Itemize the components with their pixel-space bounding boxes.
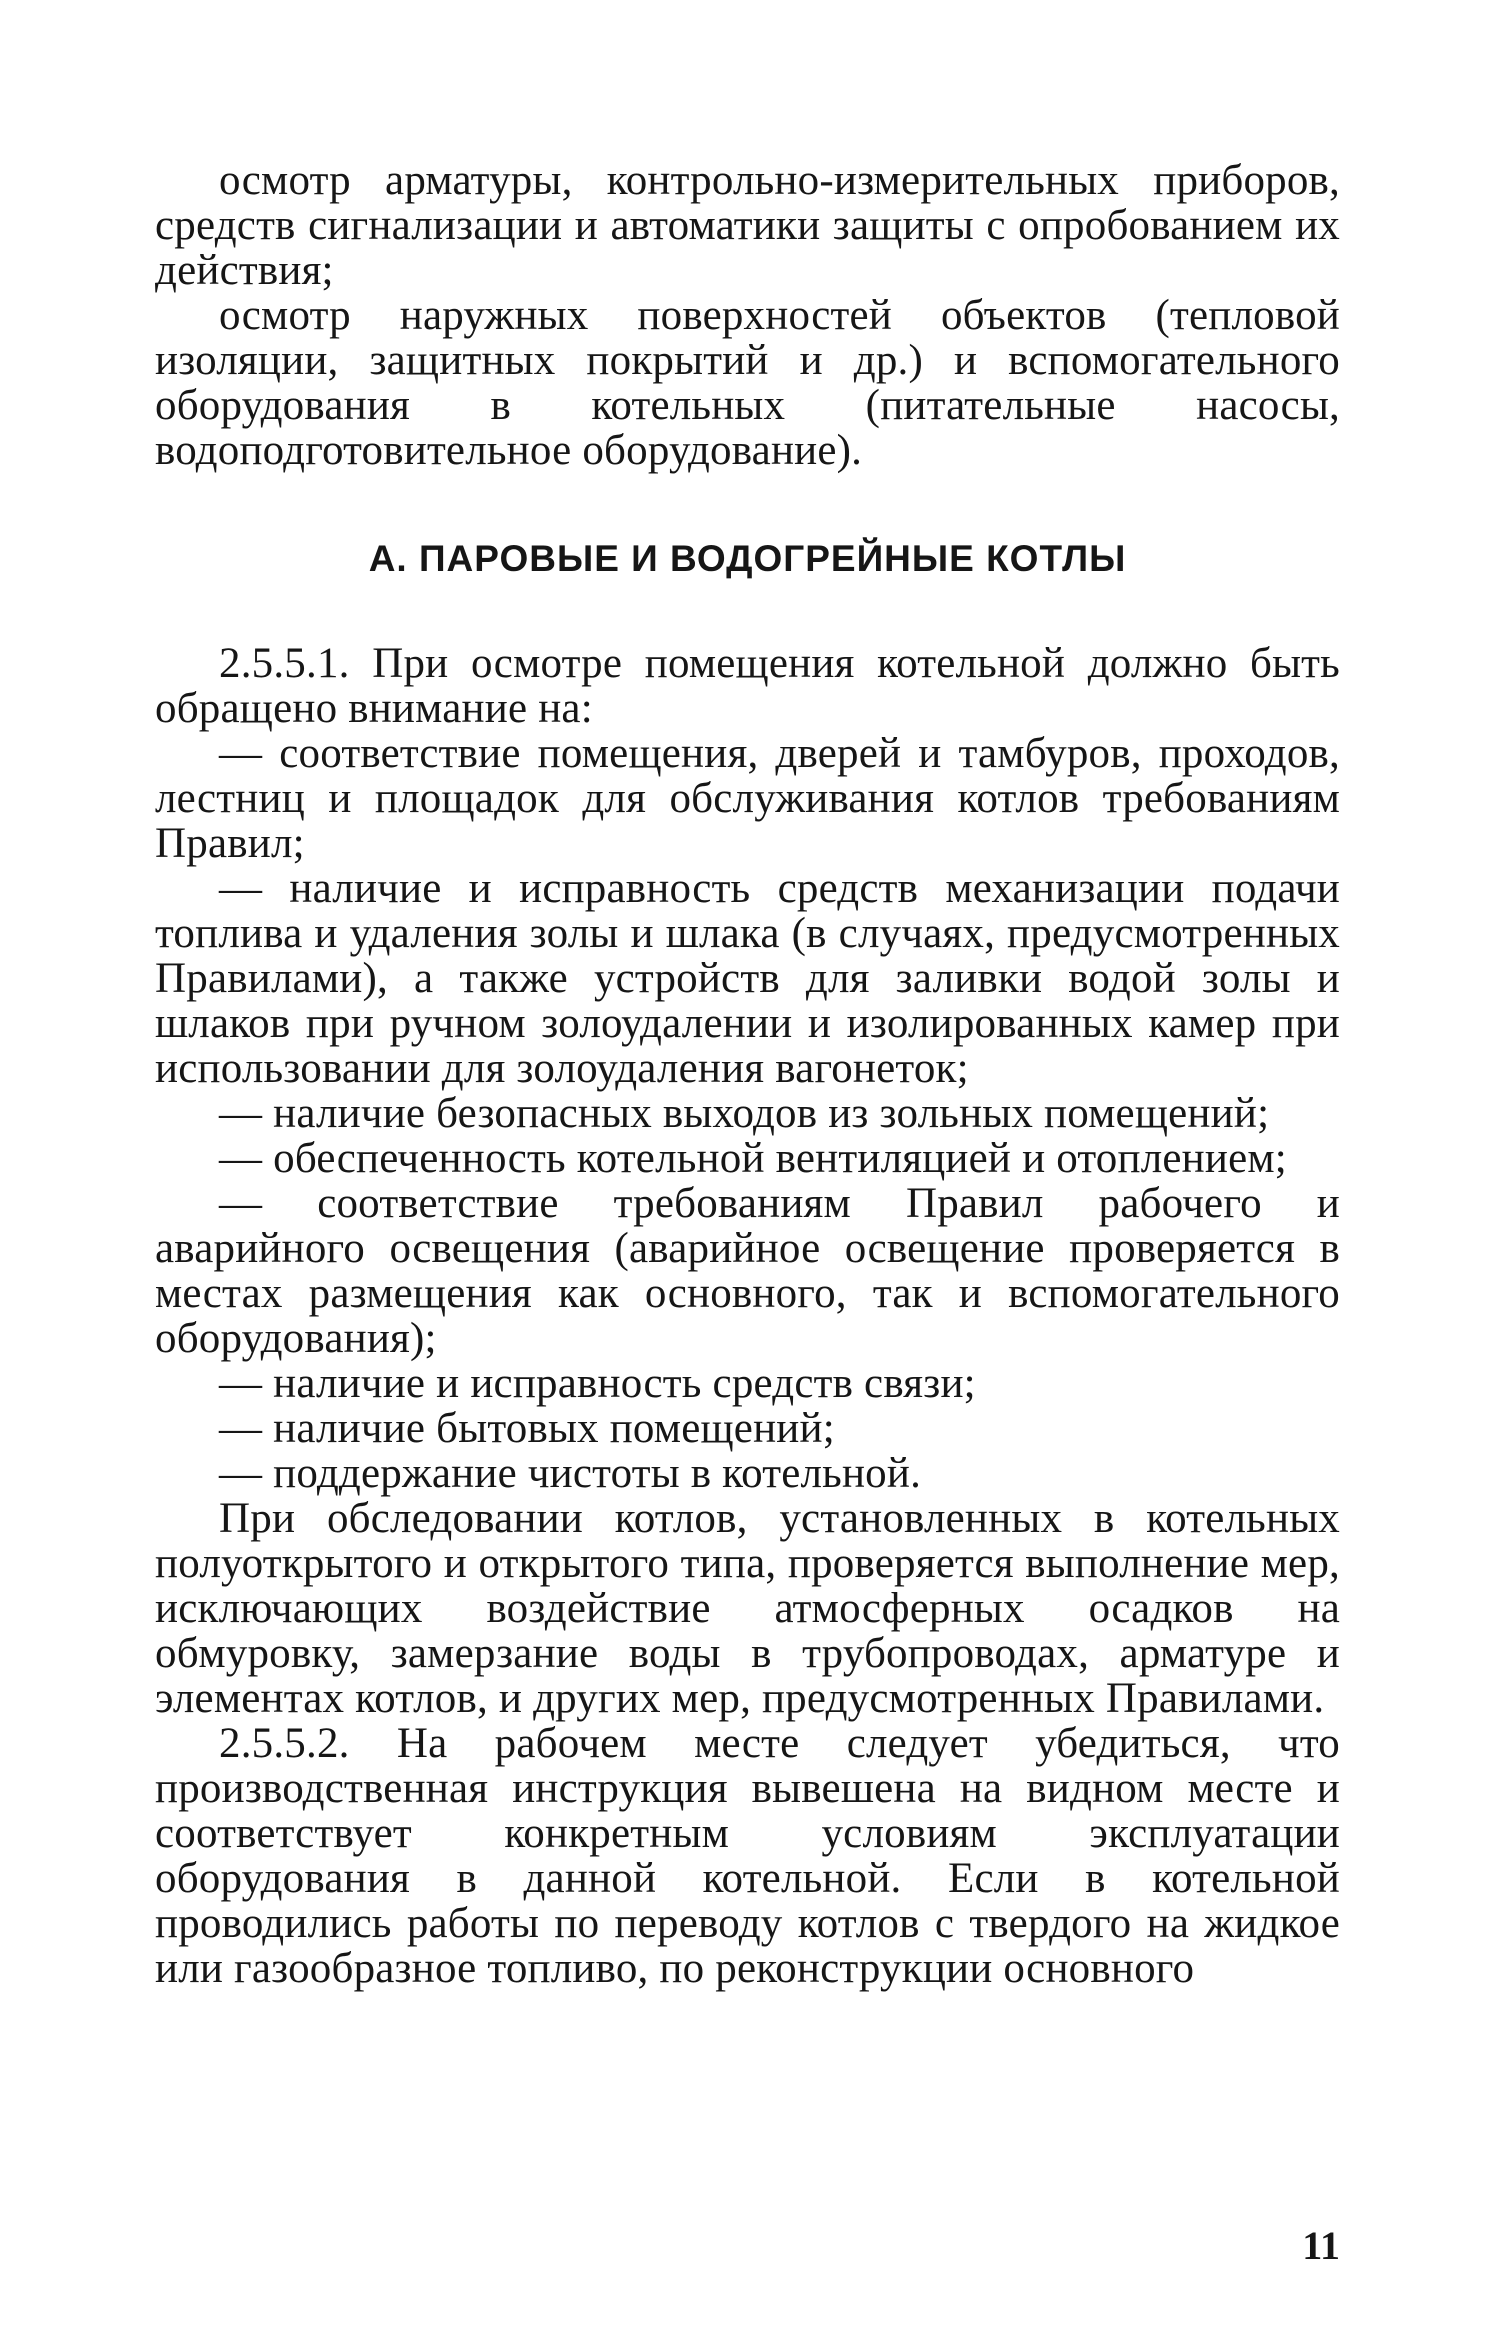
outdoor-boilers-paragraph: При обследовании котлов, установленных в котельных полуоткрытого и открытого типа, проверяется выполнение мер, исключающих воздействие атмосферных осадков на обмуровку, замерзание воды в трубопроводах, арматуре и элементах котлов, и других мер, предусмотренных Правилами. xyxy=(155,1495,1340,1722)
list-item-ventilation: — обеспеченность котельной вентиляцией и отоплением; xyxy=(219,1135,1287,1182)
list-item-safe-exits: — наличие безопасных выходов из зольных помещений; xyxy=(219,1090,1270,1137)
list-item-communication: — наличие и исправность средств связи; xyxy=(219,1360,976,1407)
list-item-lighting: — соответствие требованиям Правил рабочего и аварийного освещения (аварийное освещение проверяется в местах размещения как основного, так и вспомогательного оборудования); xyxy=(155,1180,1340,1362)
section-heading: А. ПАРОВЫЕ И ВОДОГРЕЙНЫЕ КОТЛЫ xyxy=(368,538,1127,579)
list-item-cleanliness: — поддержание чистоты в котельной. xyxy=(219,1450,922,1497)
intro-paragraph-1: осмотр арматуры, контрольно-измерительных приборов, средств сигнализации и автоматики защиты с опробованием их действия; xyxy=(155,157,1340,294)
intro-paragraph-2: осмотр наружных поверхностей объектов (тепловой изоляции, защитных покрытий и др.) и вспомогательного оборудования в котельных (питательные насосы, водоподготовительное оборудование). xyxy=(155,292,1340,474)
list-item-mechanization: — наличие и исправность средств механизации подачи топлива и удаления золы и шлака (в случаях, предусмотренных Правилами), а также устройств для заливки водой золы и шлаков при ручном золоудалении и изолированных камер при использовании для золоудаления вагонеток; xyxy=(155,865,1340,1092)
clause-2-5-5-2: 2.5.5.2. На рабочем месте следует убедиться, что производственная инструкция вывешена на видном месте и соответствует конкретным условиям эксплуатации оборудования в данной котельной. Если в котельной проводились работы по переводу котлов с твердого на жидкое или газообразное топливо, по реконструкции основного xyxy=(155,1720,1340,1992)
page-body xyxy=(155,158,1340,1991)
page-number: 11 xyxy=(1302,2223,1340,2268)
list-item-premises-compliance: — соответствие помещения, дверей и тамбуров, проходов, лестниц и площадок для обслуживания котлов требованиям Правил; xyxy=(155,730,1340,867)
clause-2-5-5-1: 2.5.5.1. При осмотре помещения котельной должно быть обращено внимание на: xyxy=(155,640,1340,732)
list-item-amenity-rooms: — наличие бытовых помещений; xyxy=(219,1405,835,1452)
